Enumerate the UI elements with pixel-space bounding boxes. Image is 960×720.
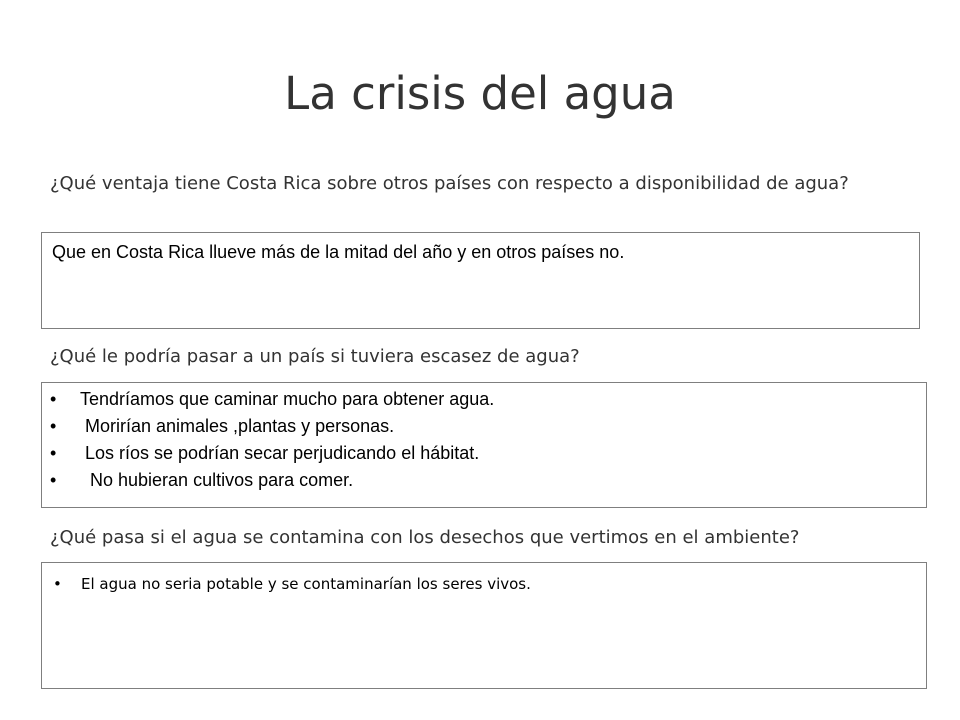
question-1: ¿Qué ventaja tiene Costa Rica sobre otros países con respecto a disponibilidad de agua? bbox=[50, 173, 849, 194]
answer-1-text: Que en Costa Rica llueve más de la mitad del año y en otros países no. bbox=[52, 242, 625, 262]
answer-2-list bbox=[48, 386, 494, 494]
list-item-text: Los ríos se podrían secar perjudicando el hábitat. bbox=[80, 443, 480, 463]
bullet-icon: • bbox=[53, 575, 62, 593]
bullet-icon: • bbox=[50, 389, 57, 409]
bullet-icon: • bbox=[50, 470, 57, 490]
answer-box-1[interactable] bbox=[41, 232, 920, 329]
list-item bbox=[48, 413, 494, 440]
list-item-text: No hubieran cultivos para comer. bbox=[80, 470, 354, 490]
list-item bbox=[48, 467, 494, 494]
list-item-text: Morirían animales ,plantas y personas. bbox=[80, 416, 395, 436]
list-item-text: El agua no seria potable y se contaminarían los seres vivos. bbox=[81, 575, 531, 593]
answer-3-list bbox=[51, 571, 531, 597]
question-2: ¿Qué le podría pasar a un país si tuviera escasez de agua? bbox=[50, 346, 580, 367]
slide-title: La crisis del agua bbox=[284, 67, 676, 120]
question-3: ¿Qué pasa si el agua se contamina con los desechos que vertimos en el ambiente? bbox=[50, 527, 800, 548]
bullet-icon: • bbox=[50, 443, 57, 463]
list-item bbox=[51, 571, 531, 597]
answer-box-2[interactable] bbox=[41, 382, 927, 508]
bullet-icon: • bbox=[50, 416, 57, 436]
list-item bbox=[48, 440, 494, 467]
list-item-text: Tendríamos que caminar mucho para obtener agua. bbox=[80, 389, 495, 409]
list-item bbox=[48, 386, 494, 413]
answer-box-3[interactable] bbox=[41, 562, 927, 689]
